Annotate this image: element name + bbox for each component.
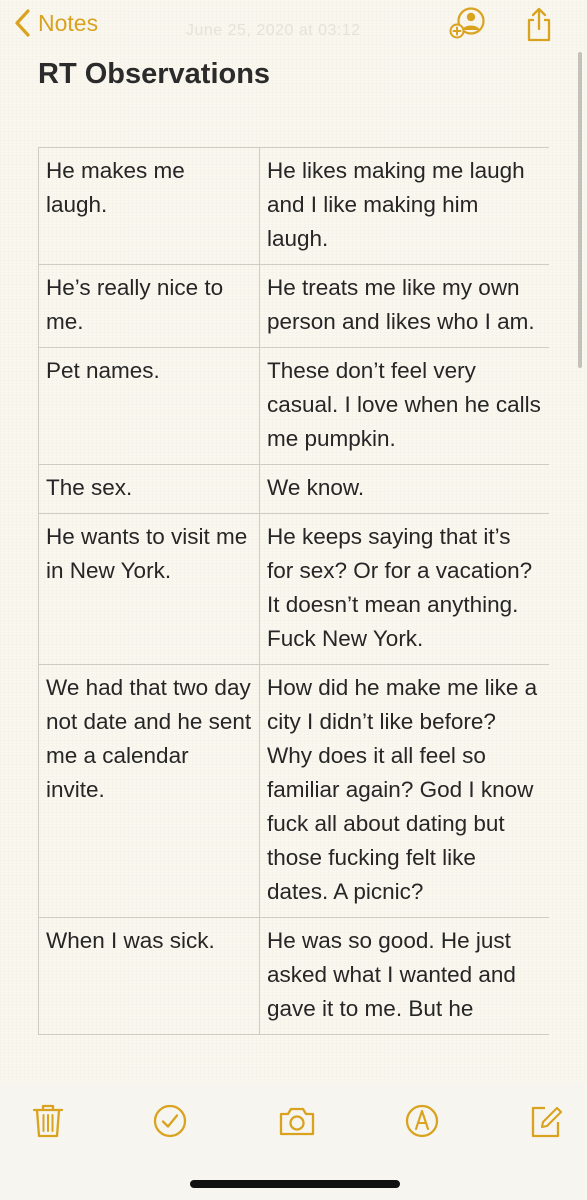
- table-cell-right[interactable]: How did he make me like a city I didn’t like before? Why does it all feel so familiar again? God I know fuck all about dating but those fucking felt like dates. A picnic?: [260, 665, 550, 918]
- compose-icon[interactable]: [528, 1102, 564, 1140]
- person-add-icon[interactable]: [448, 6, 488, 40]
- share-icon[interactable]: [525, 6, 553, 42]
- camera-icon[interactable]: [277, 1102, 317, 1140]
- navigation-bar: [0, 0, 587, 50]
- note-date: June 25, 2020 at 03:12: [186, 22, 361, 39]
- checklist-icon[interactable]: [152, 1102, 188, 1140]
- table-row: [39, 265, 550, 348]
- table-row: [39, 918, 550, 1035]
- table-cell-right[interactable]: We know.: [260, 465, 550, 514]
- table-cell-left[interactable]: The sex.: [39, 465, 260, 514]
- scrollbar[interactable]: [578, 52, 582, 368]
- note-title: RT Observations: [38, 58, 271, 90]
- table-row: [39, 514, 550, 665]
- table-cell-left[interactable]: When I was sick.: [39, 918, 260, 1035]
- table-row: [39, 465, 550, 514]
- table-row: [39, 665, 550, 918]
- trash-icon[interactable]: [30, 1102, 66, 1140]
- table-cell-left[interactable]: He’s really nice to me.: [39, 265, 260, 348]
- table-cell-right[interactable]: He treats me like my own person and likes who I am.: [260, 265, 550, 348]
- back-label: Notes: [38, 9, 99, 36]
- chevron-left-icon: [14, 8, 32, 38]
- note-table: [38, 147, 549, 1082]
- table-row: [39, 148, 550, 265]
- table-cell-right[interactable]: These don’t feel very casual. I love when he calls me pumpkin.: [260, 348, 550, 465]
- table-cell-left[interactable]: He wants to visit me in New York.: [39, 514, 260, 665]
- table-cell-left[interactable]: He makes me laugh.: [39, 148, 260, 265]
- table-cell-right[interactable]: He keeps saying that it’s for sex? Or for a vacation? It doesn’t mean anything. Fuck New York.: [260, 514, 550, 665]
- table-row: [39, 348, 550, 465]
- home-indicator[interactable]: [190, 1180, 400, 1188]
- table-cell-right[interactable]: He was so good. He just asked what I wanted and gave it to me. But he: [260, 918, 550, 1035]
- table-cell-left[interactable]: We had that two day not date and he sent me a calendar invite.: [39, 665, 260, 918]
- back-button[interactable]: [14, 6, 98, 40]
- table-cell-left[interactable]: Pet names.: [39, 348, 260, 465]
- table-cell-right[interactable]: He likes making me laugh and I like making him laugh.: [260, 148, 550, 265]
- markup-icon[interactable]: [404, 1102, 440, 1140]
